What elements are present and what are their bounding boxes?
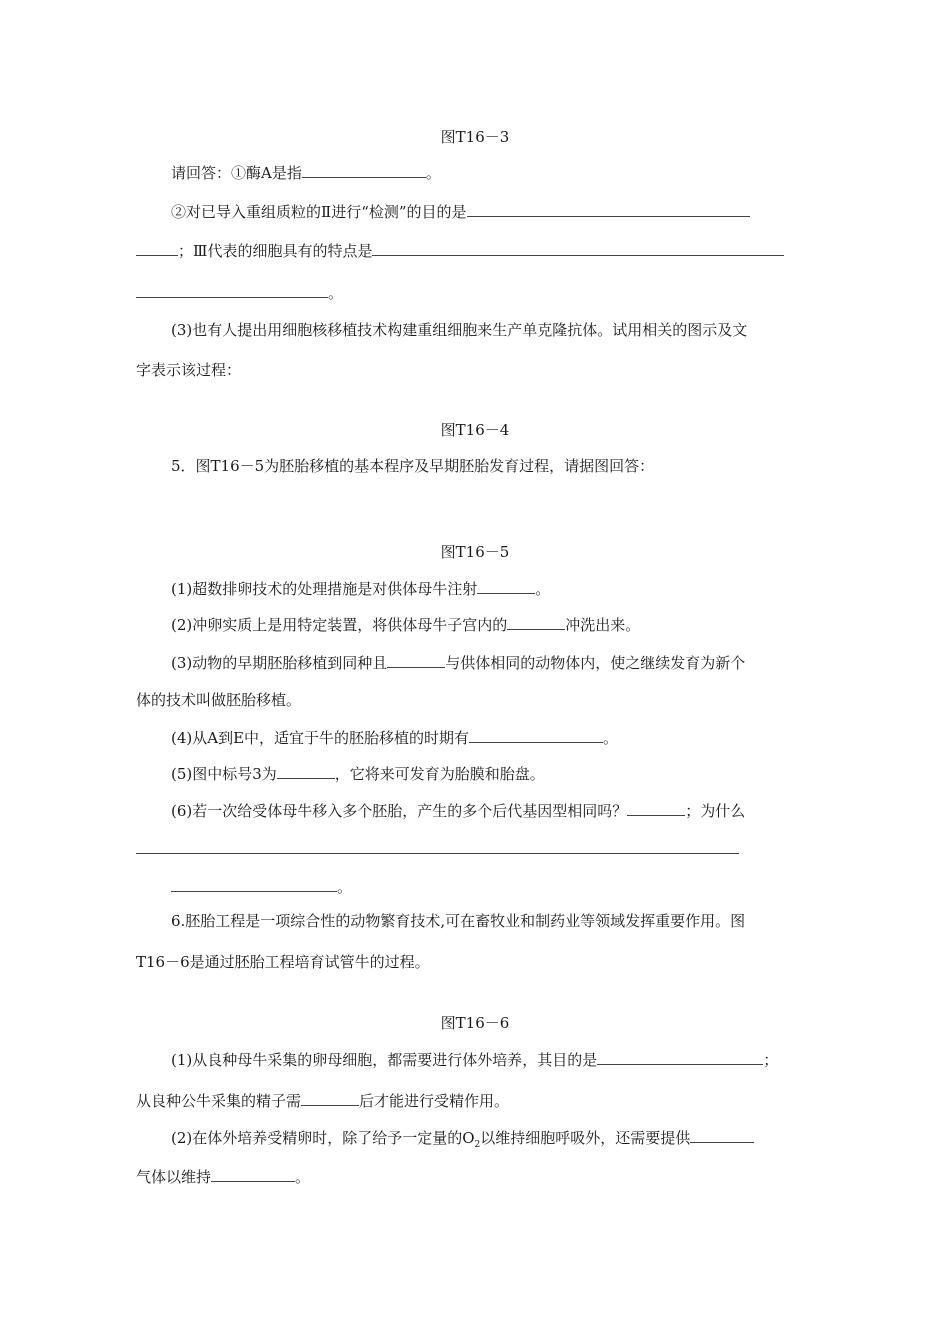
q6-sub1-cont <box>136 1090 509 1111</box>
punctuation: ； <box>763 1051 779 1069</box>
q5-sub4-text: (4)从A到E中，适宜于牛的胚胎移植的时期有 <box>171 729 470 747</box>
q4-prompt-cell-feature: ；Ⅲ代表的细胞具有的特点是 <box>178 242 373 260</box>
answer-blank-q6-2b[interactable] <box>211 1166 295 1182</box>
q6-intro-b: T16－6是通过胚胎工程培育试管牛的过程。 <box>136 953 430 971</box>
answer-blank-q6-1a[interactable] <box>597 1049 763 1065</box>
punctuation: 。 <box>337 878 353 896</box>
q6-sub2-cont <box>136 1166 310 1187</box>
answer-blank-q5-6b[interactable] <box>136 853 739 854</box>
answer-blank-q5-4[interactable] <box>469 727 603 743</box>
q4-part2-line1 <box>171 162 441 183</box>
q6-sub2-text-b: 以维持细胞呼吸外，还需要提供 <box>480 1129 691 1147</box>
q5-sub1 <box>171 578 550 599</box>
answer-blank-q5-2[interactable] <box>507 614 565 630</box>
q5-sub3-text: (3)动物的早期胚胎移植到同种且 <box>171 654 388 672</box>
punctuation: 。 <box>535 580 551 598</box>
answer-blank-q5-6a[interactable] <box>627 800 685 816</box>
q5-sub6 <box>171 800 745 821</box>
q4-cell-feature-line <box>136 240 784 261</box>
answer-blank-q5-3[interactable] <box>387 652 445 668</box>
answer-blank-cell-feature-cont[interactable] <box>136 282 328 298</box>
answer-blank-enzyme-a[interactable] <box>302 162 426 178</box>
punctuation: 。 <box>328 284 344 302</box>
q5-intro: 5．图T16－5为胚胎移植的基本程序及早期胚胎发育过程，请据图回答： <box>171 457 655 475</box>
answer-blank-q6-1b[interactable] <box>301 1090 359 1106</box>
q4-prompt-enzyme-a: 请回答：①酶A是指 <box>171 164 302 182</box>
q5-sub2-text: (2)冲卵实质上是用特定装置，将供体母牛子宫内的 <box>171 616 508 634</box>
q5-sub6-cont <box>171 876 352 897</box>
q5-sub3 <box>171 652 745 673</box>
q6-sub2-text: (2)在体外培养受精卵时，除了给予一定量的O <box>171 1129 475 1147</box>
answer-blank-q5-1[interactable] <box>477 578 535 594</box>
answer-blank-q5-6c[interactable] <box>171 876 337 892</box>
q5-sub1-text: (1)超数排卵技术的处理措施是对供体母牛注射 <box>171 580 478 598</box>
answer-blank-cell-feature[interactable] <box>372 240 784 256</box>
figure-caption-t16-3: 图T16－3 <box>440 128 510 146</box>
q6-sub1-text-b: 从良种公牛采集的精子需 <box>136 1092 302 1110</box>
q5-sub6-text: (6)若一次给受体母牛移入多个胚胎，产生的多个后代基因型相同吗？ <box>171 802 628 820</box>
q6-intro-a: 6.胚胎工程是一项综合性的动物繁育技术,可在畜牧业和制药业等领域发挥重要作用。图 <box>171 912 746 930</box>
q4-part3-text-a: (3)也有人提出用细胞核移植技术构建重组细胞来生产单克隆抗体。试用相关的图示及文 <box>171 321 748 339</box>
q4-prompt-detect-purpose: ②对已导入重组质粒的Ⅱ进行“检测”的目的是 <box>171 203 467 221</box>
q5-sub5-text-end: ，它将来可发育为胎膜和胎盘。 <box>334 765 545 783</box>
q6-sub2 <box>171 1127 754 1155</box>
q6-sub2-text-c: 气体以维持 <box>136 1168 212 1186</box>
q6-sub1-text: (1)从良种母牛采集的卵母细胞，都需要进行体外培养，其目的是 <box>171 1051 598 1069</box>
figure-caption-t16-4: 图T16－4 <box>440 421 510 439</box>
punctuation: 。 <box>425 164 441 182</box>
punctuation: 。 <box>295 1168 311 1186</box>
q5-sub2 <box>171 614 640 635</box>
q5-sub5 <box>171 763 545 784</box>
answer-blank-q5-5[interactable] <box>277 763 335 779</box>
q5-sub4 <box>171 727 618 748</box>
q5-sub5-text: (5)图中标号3为 <box>171 765 277 783</box>
q4-detect-purpose-line <box>171 201 750 222</box>
q5-sub3-cont: 体的技术叫做胚胎移植。 <box>136 691 302 709</box>
q4-part3-text-b: 字表示该过程： <box>136 361 242 379</box>
subscript-2: 2 <box>474 1140 481 1150</box>
answer-blank-q6-2a[interactable] <box>690 1127 754 1143</box>
answer-blank-detect-purpose-cont[interactable] <box>136 240 178 256</box>
q6-sub1-text-c: 后才能进行受精作用。 <box>359 1092 510 1110</box>
q5-sub2-text-end: 冲洗出来。 <box>565 616 641 634</box>
punctuation: 。 <box>603 729 619 747</box>
answer-blank-detect-purpose[interactable] <box>467 201 750 217</box>
q5-sub3-text-end: 与供体相同的动物体内，使之继续发育为新个 <box>445 654 746 672</box>
figure-caption-t16-6: 图T16－6 <box>440 1014 510 1032</box>
q5-sub6-text-end: ；为什么 <box>685 802 746 820</box>
q4-cell-feature-cont-line <box>136 282 343 303</box>
q6-sub1 <box>171 1049 778 1070</box>
figure-caption-t16-5: 图T16－5 <box>440 543 510 561</box>
